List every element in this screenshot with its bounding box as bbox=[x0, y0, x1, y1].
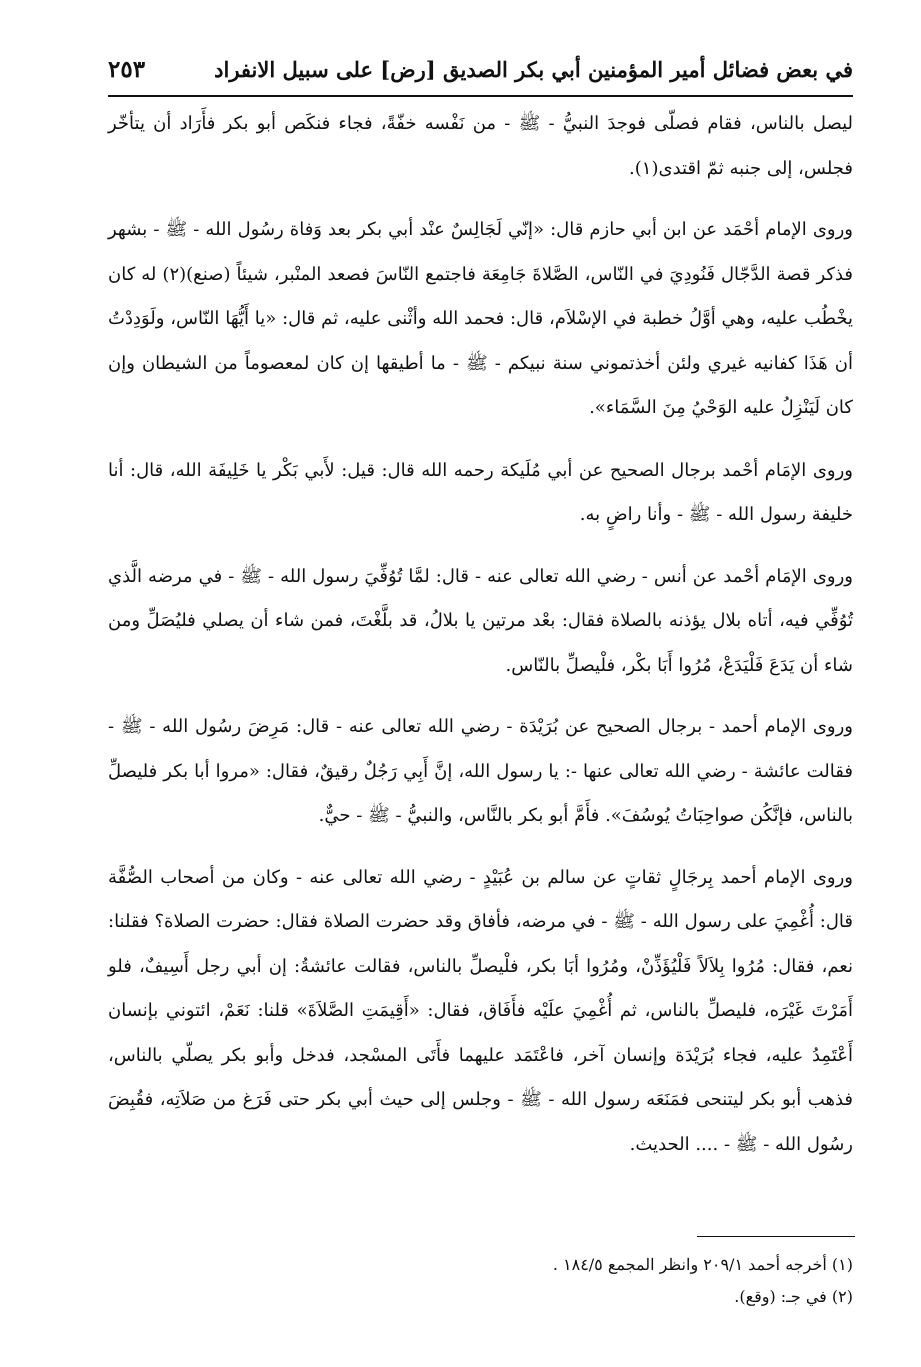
footnote-1: (١) أخرجه أحمد ٢٠٩/١ وانظر المجمع ١٨٤/٥ . bbox=[552, 1255, 853, 1274]
footnote-rule bbox=[697, 1236, 855, 1237]
page-number: ٢٥٣ bbox=[108, 55, 146, 83]
paragraph-4: وروى الإمَام أحْمد عن أنس - رضي الله تعالى عنه - قال: لمَّا تُوُفِّيَ رسول الله - ﷺ - في مرضه الَّذي تُوُفِّي فيه، أتاه بلال يؤذنه بالصلاة فقال: بعْد مرتين يا بلالُ، قد بلَّغْتَ، فمن شاء أن يصلي فليُصَلِّ ومن شاء أن يَدَعَ فَلْيَدَعْ، مُرُوا أَبَا بكْر، فلْيصلِّ بالنّاس. bbox=[108, 565, 853, 676]
running-title: في بعض فضائل أمير المؤمنين أبي بكر الصديق [رض] على سبيل الانفراد bbox=[214, 56, 853, 82]
paragraph-3: وروى الإمَام أحْمد برجال الصحيح عن أبي مُلَيكة رحمه الله قال: قيل: لأَبي بَكْر يا خَلِيفَة الله، قال: أنا خليفة رسول الله - ﷺ - وأنا راضٍ به. bbox=[108, 459, 853, 525]
body-text bbox=[108, 102, 853, 1184]
page-header bbox=[108, 46, 853, 92]
footnotes bbox=[108, 1249, 853, 1313]
paragraph-5: وروى الإمام أحمد - برجال الصحيح عن بُرَيْدَة - رضي الله تعالى عنه - قال: مَرِضَ رسُول الله - ﷺ - فقالت عائشة - رضي الله تعالى عنها -: يا رسول الله، إنَّ أَبِي رَجُلٌ رقيقٌ، فقال: «مروا أبا بكر فليصلِّ بالناس، فإنَّكُن صواحِبَاتُ يُوسُفَ». فأَمَّ أبو بكر بالنَّاس، والنبيُّ - ﷺ - حيٌّ. bbox=[108, 716, 853, 826]
paragraph-2: وروى الإمام أحْمَد عن ابن أبي حازم قال: «إنّي لَجَالِسٌ عنْد أبي بكر بعد وَفاة رسُول الله - ﷺ - بشهر فذكر قصة الدَّجّال فَنُودِيَ في النّاس، الصَّلاةَ جَامِعَة فاجتمع النّاسَ فصعد المنْبر، شيئاً (صنع)(٢) له كان يخْطُب عليه، وهي أوَّلُ خطبة في الإسْلاَم، قال: فحمد الله وأثْنى عليه، ثم قال: «يا أَيُّهَا النّاس، ولَوَدِدْتُ أن هَذَا كفانيه غيري ولئن أخذتموني سنة نبيكم - ﷺ - ما أطيقها إن كان لمعصوماً من الشيطان وإن كان لَيَنْزِلُ عليه الوَحْيُ مِنَ السَّمَاء». bbox=[108, 219, 853, 418]
paragraph-1: ليصل بالناس، فقام فصلّى فوجدَ النبيُّ - ﷺ - من نَفْسه خفّةً، فجاء فنكَص أبو بكر فأَرَاد أن يتأخّر فجلس، إلى جنبه ثمّ اقتدى(١). bbox=[108, 113, 853, 179]
paragraph-6: وروى الإمام أحمد بِرجَالٍ ثقاتٍ عن سالم بن عُبَيْدٍ - رضي الله تعالى عنه - وكان من أصحاب الصُّفَّة قال: أُغْمِيَ على رسول الله - ﷺ - في مرضه، فأفاق وقد حضرت الصلاة فقال: حضرت الصلاة؟ فقلنا: نعم، فقال: مُرُوا بِلاَلاً فَلْيُؤَذِّنْ، ومُرُوا أبَا بكر، فلْيصلِّ بالناس، فقالت عائشةُ: إن أبي رجل أَسِيفٌ، فلو أَمَرْتَ غَيْرَه، فليصلِّ بالناس، ثم أُغْمِيَ علَيْه فأَفَاق، فقال: «أَقِيمَتِ الصَّلاَةَ» قلنا: نَعَمْ، ائتوني بإنسان أَعْتَمِدُ عليه، فجاء بُرَيْدَة وإنسان آخر، فاعْتَمَد عليهما فأَتَى المسْجد، فدخل وأبو بكر يصلّي بالناس، فذهب أبو بكر ليتنحى فمَنَعَه رسول الله - ﷺ - وجلس إلى حيث أبي بكر حتى فَرَغ من صَلاَتِه، فقُبِضَ رسُول الله - ﷺ - .... الحديث. bbox=[108, 866, 853, 1155]
header-rule bbox=[108, 95, 853, 97]
footnote-2: (٢) في جـ: (وقع). bbox=[734, 1287, 853, 1306]
